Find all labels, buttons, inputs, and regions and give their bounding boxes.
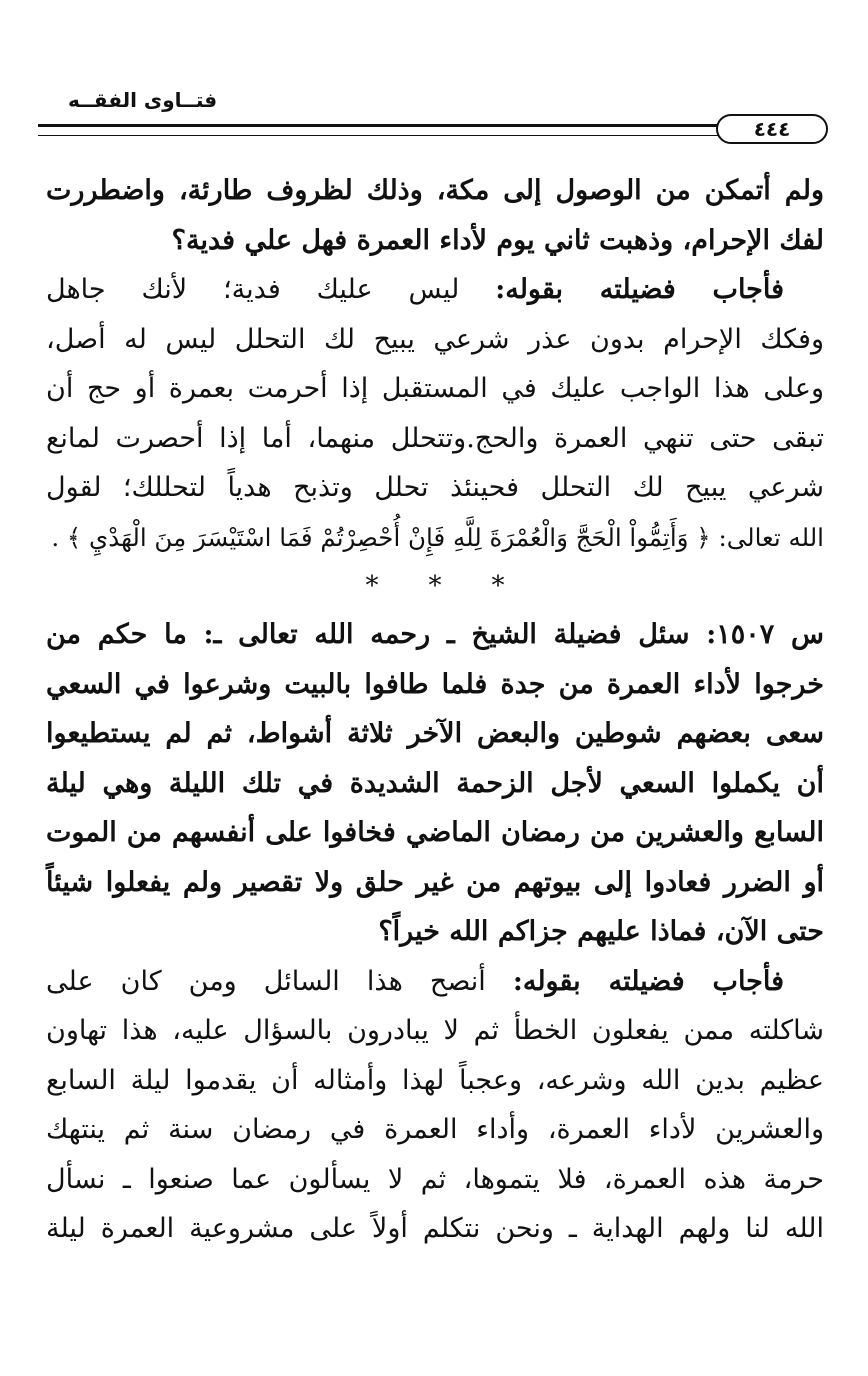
text-line: ولم أتمكن من الوصول إلى مكة، وذلك لظروف طارئة، واضطررت — [46, 175, 824, 206]
text-line — [46, 265, 824, 315]
running-title: فتــاوى الفقــه — [68, 88, 218, 112]
text-line: حرمة هذه العمرة، فلا يتموها، ثم لا يسألون عما صنعوا ـ نسأل — [46, 1163, 824, 1195]
asterisk-ornament: * — [365, 571, 379, 601]
text-line — [46, 513, 824, 563]
question2 — [46, 610, 824, 957]
page-header — [38, 80, 828, 160]
text-line: وعلى هذا الواجب عليك في المستقبل إذا أحرمت بعمرة أو حج أن — [46, 373, 824, 404]
page-number: ٤٤٤ — [716, 114, 828, 144]
question-number: ١٥٠٧: — [706, 619, 775, 650]
text-line: وفكك الإحرام بدون عذر شرعي يبيح لك التحلل ليس له أصل، — [46, 323, 824, 355]
text-line — [46, 610, 824, 660]
text-line: تبقى حتى تنهي العمرة والحج.وتتحلل منهما، أما إذا أحصرت لمانع — [46, 422, 824, 454]
page-body — [46, 166, 824, 1254]
text-line: السابع والعشرين من رمضان الماضي فخافوا على أنفسهم من الموت — [46, 817, 824, 848]
answer-text: ليس عليك فدية؛ لأنك جاهل — [46, 274, 460, 305]
question1-tail — [46, 166, 824, 265]
text-line: أو الضرر فعادوا إلى بيوتهم من غير حلق ولا تقصير ولم يفعلوا شيئاً — [46, 866, 824, 898]
answer1 — [46, 265, 824, 562]
text-line: والعشرين لأداء العمرة، وأداء العمرة في رمضان سنة ثم ينتهك — [46, 1114, 824, 1145]
text-line: الله لنا ولهم الهداية ـ ونحن نتكلم أولاً على مشروعية العمرة ليلة — [46, 1213, 824, 1244]
verse-intro: الله تعالى: — [718, 522, 824, 552]
asterisk-ornament: * — [491, 571, 505, 601]
answer-lead: فأجاب فضيلته بقوله: — [512, 965, 785, 997]
quran-verse: ﴿ وَأَتِمُّواْ الْحَجَّ وَالْعُمْرَةَ لِلَّهِ فَإِنْ أُحْصِرْتُمْ فَمَا اسْتَيْسَرَ مِنَ الْهَدْيِ ﴾ . — [51, 522, 711, 552]
text-line: أن يكملوا السعي لأجل الزحمة الشديدة في تلك الليلة وهي ليلة — [46, 767, 824, 799]
text-line: حتى الآن، فماذا عليهم جزاكم الله خيراً؟ — [378, 916, 824, 947]
text-line: عظيم بدين الله وشرعه، وعجباً لهذا وأمثاله أن يقدموا ليلة السابع — [46, 1064, 824, 1096]
section-separator — [46, 562, 824, 610]
text-line: شرعي يبيح لك التحلل فحينئذ تحلل وتذبح هدياً لتحللك؛ لقول — [46, 472, 824, 503]
text-line — [46, 957, 824, 1007]
text-line: خرجوا لأداء العمرة من جدة فلما طافوا بالبيت وشرعوا في السعي — [46, 668, 824, 700]
question-text: سئل فضيلة الشيخ ـ رحمه الله تعالى ـ: ما حكم من — [46, 619, 690, 650]
text-line: لفك الإحرام، وذهبت ثاني يوم لأداء العمرة فهل علي فدية؟ — [171, 224, 824, 256]
question-marker: س — [791, 619, 825, 650]
header-rule — [38, 124, 718, 136]
asterisk-ornament: * — [428, 571, 442, 601]
answer-text: أنصح هذا السائل ومن كان على — [46, 965, 486, 997]
text-line: سعى بعضهم شوطين والبعض الآخر ثلاثة أشواط، ثم لم يستطيعوا — [46, 718, 824, 749]
answer-lead: فأجاب فضيلته بقوله: — [495, 274, 784, 305]
text-line: شاكلته ممن يفعلون الخطأ ثم لا يبادرون بالسؤال عليه، هذا تهاون — [46, 1015, 824, 1046]
answer2 — [46, 957, 824, 1254]
